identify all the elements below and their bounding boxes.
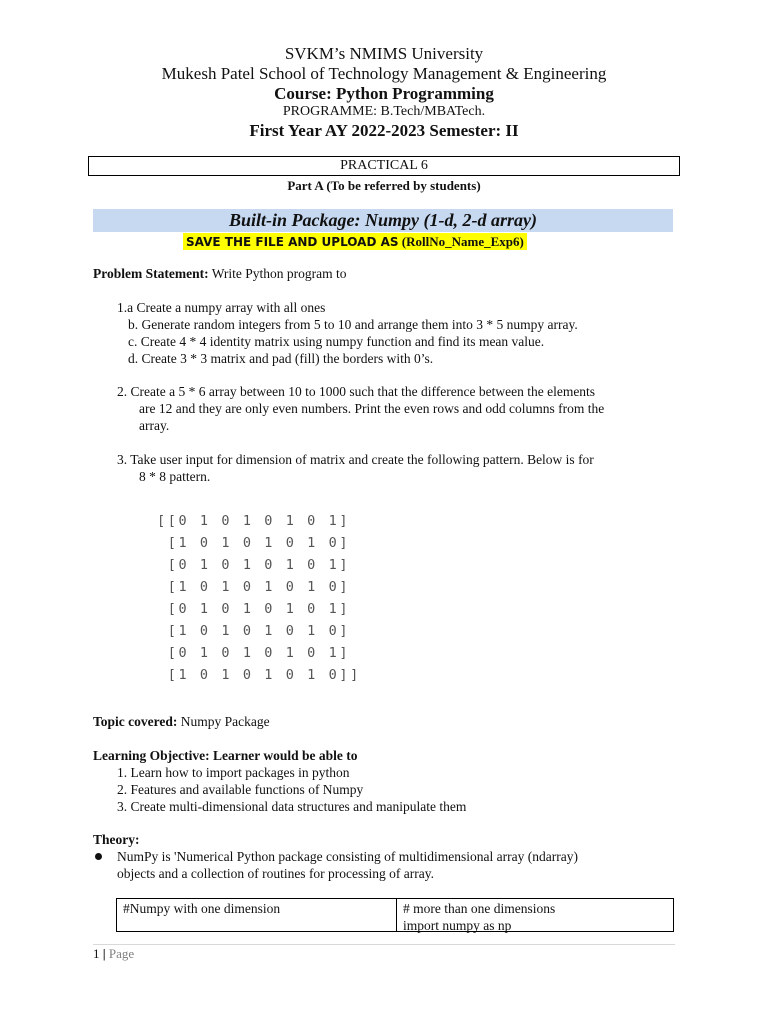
problem-item-1d: d. Create 3 * 3 matrix and pad (fill) the borders with 0’s. — [128, 351, 434, 366]
pattern-row: [1 0 1 0 1 0 1 0] — [157, 535, 351, 551]
save-instruction-filename: (RollNo_Name_Exp6) — [401, 234, 524, 249]
table-cell-import-line: import numpy as np — [403, 918, 512, 933]
practical-number-box: PRACTICAL 6 — [88, 156, 680, 176]
pattern-row: [0 1 0 1 0 1 0 1] — [157, 645, 351, 661]
problem-item-3-line1: 3. Take user input for dimension of matrix and create the following pattern. Below is for — [117, 452, 594, 467]
footer-divider — [93, 944, 675, 945]
problem-item-2-line3: array. — [139, 418, 170, 433]
problem-item-2-line2: are 12 and they are only even numbers. Print the even rows and odd columns from the — [139, 401, 605, 416]
footer-separator: | — [102, 946, 106, 961]
part-a-heading: Part A (To be referred by students) — [287, 178, 481, 193]
problem-item-2-line1: 2. Create a 5 * 6 array between 10 to 1000 such that the difference between the elements — [117, 384, 596, 399]
pattern-row: [0 1 0 1 0 1 0 1] — [157, 557, 351, 573]
save-instruction-prefix: SAVE THE FILE AND UPLOAD AS — [186, 235, 399, 249]
topic-covered-text: Numpy Package — [180, 714, 270, 729]
objective-item: 2. Features and available functions of Numpy — [117, 782, 364, 797]
topic-covered-label: Topic covered: — [93, 714, 178, 729]
problem-statement-text: Write Python program to — [211, 266, 347, 281]
pattern-row: [1 0 1 0 1 0 1 0] — [157, 579, 351, 595]
objective-item: 1. Learn how to import packages in python — [117, 765, 350, 780]
pattern-row: [1 0 1 0 1 0 1 0]] — [157, 667, 361, 683]
theory-bullet-line2: objects and a collection of routines for processing of array. — [117, 866, 435, 881]
problem-item-1c: c. Create 4 * 4 identity matrix using numpy function and find its mean value. — [128, 334, 545, 349]
topic-covered — [93, 713, 270, 730]
pattern-row: [0 1 0 1 0 1 0 1] — [157, 601, 351, 617]
page-number: 1 — [93, 946, 100, 961]
university-name: SVKM’s NMIMS University — [284, 44, 484, 63]
course-title: Course: Python Programming — [274, 84, 494, 103]
table-column-divider — [396, 899, 397, 931]
problem-statement-label: Problem Statement: — [93, 266, 209, 281]
learning-objective-heading: Learning Objective: Learner would be able to — [93, 748, 358, 763]
problem-item-3-line2: 8 * 8 pattern. — [139, 469, 211, 484]
table-cell-one-dimension: #Numpy with one dimension — [123, 901, 281, 916]
school-name: Mukesh Patel School of Technology Management & Engineering — [161, 64, 607, 83]
save-instruction — [183, 233, 527, 250]
programme-line: PROGRAMME: B.Tech/MBATech. — [282, 104, 486, 119]
academic-year: First Year AY 2022-2023 Semester: II — [249, 121, 519, 140]
page-label: Page — [108, 946, 135, 961]
pattern-row: [[0 1 0 1 0 1 0 1] — [157, 513, 351, 529]
objective-item: 3. Create multi-dimensional data structures and manipulate them — [117, 799, 467, 814]
theory-heading: Theory: — [93, 832, 140, 847]
table-cell-more-dimensions: # more than one dimensions — [403, 901, 556, 916]
bullet-icon — [95, 853, 102, 860]
problem-item-1a: 1.a Create a numpy array with all ones — [117, 300, 326, 315]
pattern-row: [1 0 1 0 1 0 1 0] — [157, 623, 351, 639]
topic-title-banner: Built-in Package: Numpy (1-d, 2-d array) — [93, 209, 673, 232]
page-footer — [93, 946, 134, 962]
theory-bullet-line1: NumPy is 'Numerical Python package consisting of multidimensional array (ndarray) — [117, 849, 578, 864]
theory-code-table — [116, 898, 674, 932]
problem-item-1b: b. Generate random integers from 5 to 10 and arrange them into 3 * 5 numpy array. — [128, 317, 578, 332]
problem-statement — [93, 265, 347, 282]
